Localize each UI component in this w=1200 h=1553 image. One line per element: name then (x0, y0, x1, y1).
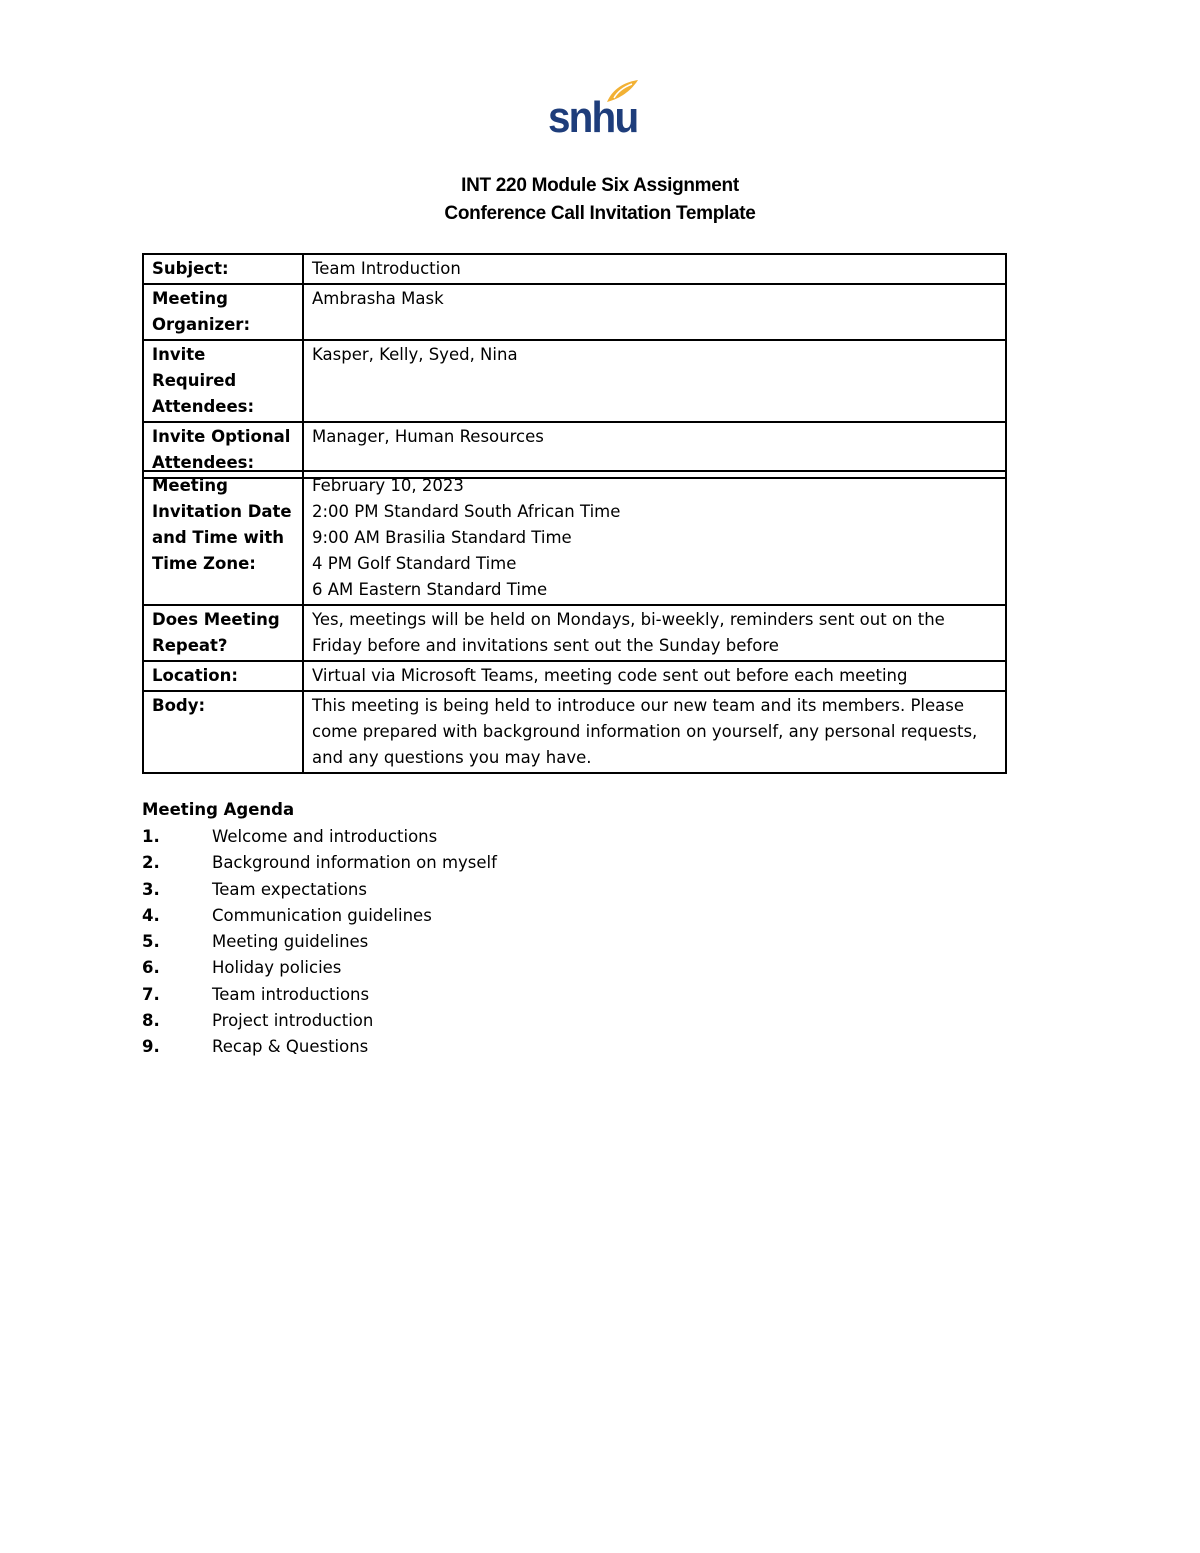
item-number: 4. (142, 905, 160, 925)
item-text: Team expectations (212, 879, 367, 899)
row-label: Meeting Invitation Date and Time with Time Zone: (143, 471, 303, 605)
title-line-1: INT 220 Module Six Assignment (461, 175, 739, 196)
list-item (142, 877, 1042, 903)
item-number: 7. (142, 984, 160, 1004)
document-title (0, 172, 1200, 228)
item-text: Meeting guidelines (212, 932, 369, 952)
item-number: 6. (142, 958, 160, 978)
item-text: Holiday policies (212, 958, 342, 978)
row-value: Kasper, Kelly, Syed, Nina (303, 340, 1006, 422)
list-item (142, 903, 1042, 929)
row-label: Meeting Organizer: (143, 284, 303, 340)
item-number: 3. (142, 879, 160, 899)
meeting-agenda (142, 796, 1042, 1061)
agenda-list (142, 824, 1042, 1061)
item-text: Recap & Questions (212, 1037, 369, 1057)
item-number: 5. (142, 932, 160, 952)
item-text: Background information on myself (212, 853, 497, 873)
row-label: Invite Required Attendees: (143, 340, 303, 422)
table-row (143, 691, 1006, 773)
table-row (143, 254, 1006, 284)
item-number: 8. (142, 1011, 160, 1031)
datetime-value (303, 471, 1006, 605)
row-value: Ambrasha Mask (303, 284, 1006, 340)
table-row (143, 340, 1006, 422)
list-item (142, 955, 1042, 981)
time-line: 2:00 PM Standard South African Time (312, 502, 621, 521)
table-row (143, 661, 1006, 691)
row-label: Invite Optional Attendees: (143, 422, 303, 478)
date-line: February 10, 2023 (312, 476, 464, 495)
row-value: Virtual via Microsoft Teams, meeting code sent out before each meeting (303, 661, 1006, 691)
item-number: 1. (142, 827, 160, 846)
item-number: 9. (142, 1037, 160, 1057)
item-number: 2. (142, 853, 160, 873)
item-text: Welcome and introductions (212, 827, 438, 846)
row-label: Body: (143, 691, 303, 773)
row-value: Yes, meetings will be held on Mondays, bi-weekly, reminders sent out on the Friday before and invitations sent out the Sunday before (303, 605, 1006, 661)
meeting-info-table (142, 470, 1007, 774)
table-row (143, 284, 1006, 340)
item-text: Communication guidelines (212, 905, 432, 925)
agenda-heading: Meeting Agenda (142, 800, 295, 819)
list-item (142, 850, 1042, 876)
time-line: 4 PM Golf Standard Time (312, 554, 517, 573)
row-label: Subject: (143, 254, 303, 284)
row-value: Manager, Human Resources (303, 422, 1006, 478)
row-value: This meeting is being held to introduce our new team and its members. Please come prepared with background information on yourself, any personal requests, and any questions you may have. (303, 691, 1006, 773)
row-label: Location: (143, 661, 303, 691)
list-item (142, 824, 1042, 850)
table-row (143, 471, 1006, 605)
list-item (142, 1034, 1042, 1060)
title-line-2: Conference Call Invitation Template (444, 203, 756, 224)
list-item (142, 929, 1042, 955)
time-line: 6 AM Eastern Standard Time (312, 580, 548, 599)
invitation-details-table (142, 253, 1007, 479)
snhu-logo (548, 76, 648, 142)
table-row (143, 605, 1006, 661)
logo-wordmark: snhu (548, 93, 638, 142)
list-item (142, 1008, 1042, 1034)
row-label: Does Meeting Repeat? (143, 605, 303, 661)
list-item (142, 982, 1042, 1008)
row-value: Team Introduction (303, 254, 1006, 284)
time-line: 9:00 AM Brasilia Standard Time (312, 528, 572, 547)
item-text: Team introductions (212, 984, 370, 1004)
item-text: Project introduction (212, 1011, 374, 1031)
